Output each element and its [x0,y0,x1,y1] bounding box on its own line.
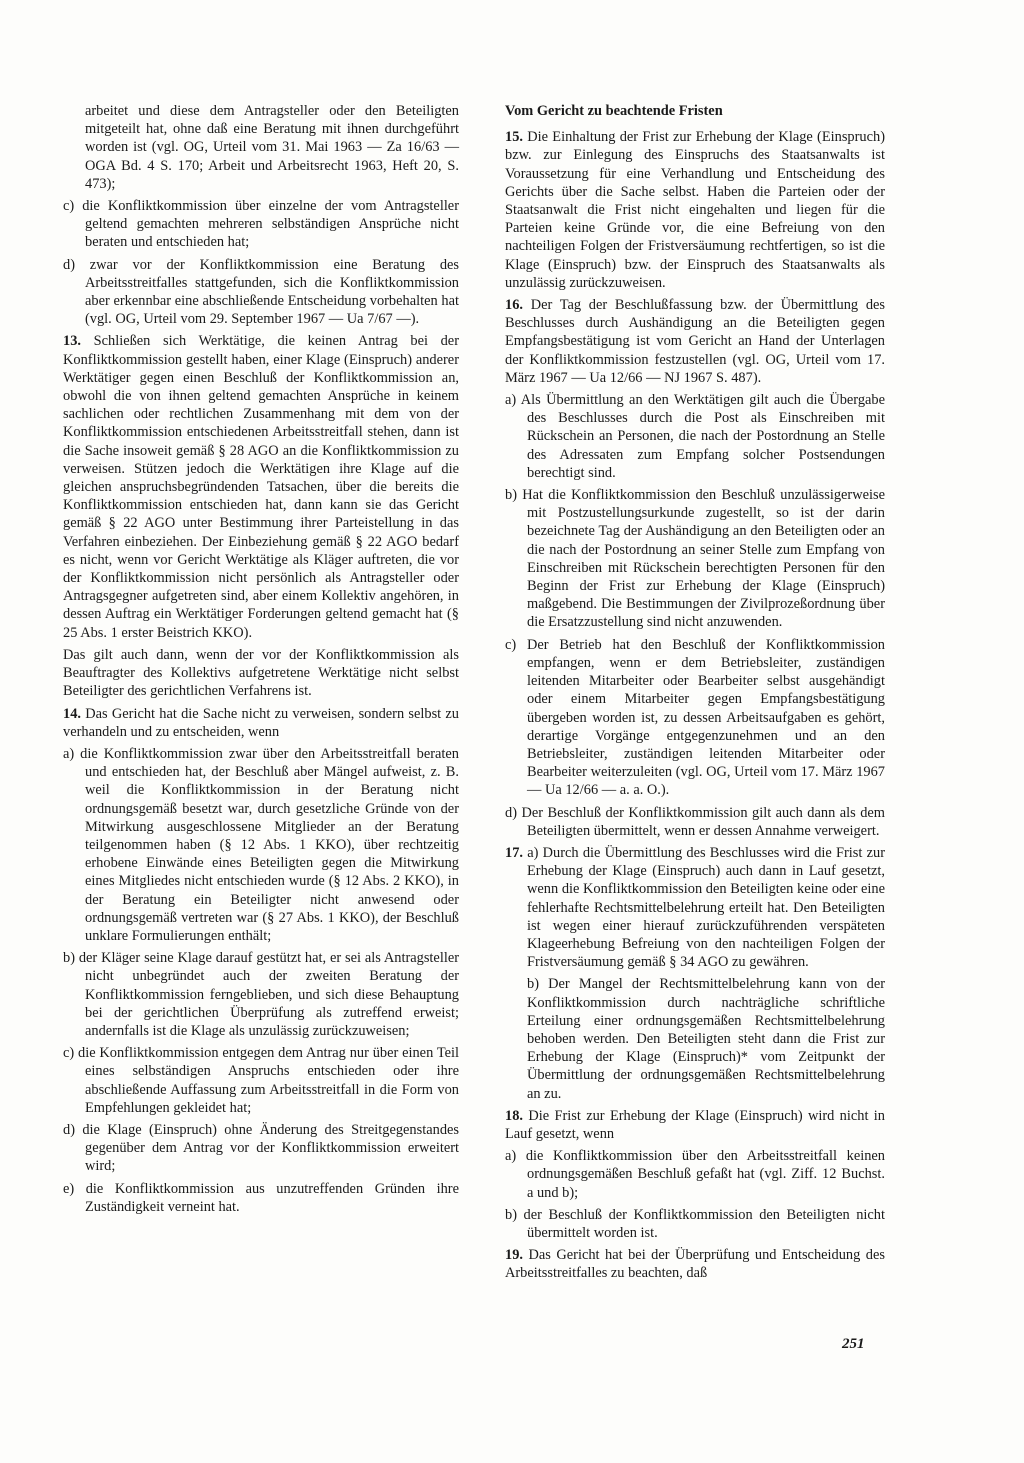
paragraph-number: 13. [63,333,81,350]
paragraph-text: b) Der Mangel der Rechtsmittelbelehrung kann von der Konfliktkommission durch nachträgliche schriftliche Erteilung einer ordnungsgemäßen Rechtsmittelbelehrung behoben werden. Den Beteiligten steht dann die Frist zur Erhebung der Klage (Einspruch)* vom Zeitpunkt der Übermittlung der ordnungsgemäßen Rechtsmittelbelehrung an zu. [527,976,885,1102]
paragraph-text: a) Durch die Übermittlung des Beschlusses wird die Frist zur Erhebung der Klage (Einspruch) auch dann in Lauf gesetzt, wenn die Konfliktkommission den Beteiligten keine oder eine fehlerhafte Rechtsmittelbelehrung erteilt hat. Den Beteiligten ist wegen einer hierauf zurückzuführenden verspäteten Klageerhebung Befreiung von den nachteiligen Folgen der Fristversäumung gemäß § 34 AGO zu gewähren. [523,844,885,971]
paragraph-text: arbeitet und diese dem Antragsteller oder den Beteiligten mitgeteilt hat, ohne daß eine Beratung mit ihnen durchgeführt worden ist (vgl. OG, Urteil vom 31. Mai 1963 — Za 16/63 — OGA Bd. 4 S. 170; Arbeit und Arbeitsrecht 1963, Heft 20, S. 473); [85,103,459,192]
paragraph [505,975,885,1102]
paragraph-text: Die Frist zur Erhebung der Klage (Einspruch) wird nicht in Lauf gesetzt, wenn [505,1107,885,1142]
paragraph-text: d) Der Beschluß der Konfliktkommission gilt auch dann als dem Beteiligten übermittelt, wenn er dessen Annahme verweigert. [505,804,885,839]
paragraph [505,391,885,482]
paragraph-number: 14. [63,705,81,722]
paragraph [63,256,459,329]
paragraph [505,804,885,840]
paragraph-text: Der Tag der Beschlußfassung bzw. der Übermittlung des Beschlusses durch Aushändigung an die Beteiligten gegen Empfangsbestätigung ist vom Gericht an Hand der Unterlagen der Konfliktkommission festzustellen (vgl. OG, Urteil vom 17. März 1967 — Ua 12/66 — NJ 1967 S. 487). [505,297,885,386]
page-number: 251 [842,1336,865,1352]
paragraph-text: b) der Beschluß der Konfliktkommission den Beteiligten nicht übermittelt worden ist. [505,1206,885,1241]
section-heading: Vom Gericht zu beachtende Fristen [505,103,723,119]
paragraph [63,646,459,701]
paragraph-text: c) Der Betrieb hat den Beschluß der Konfliktkommission empfangen, wenn er dem Betriebsleiter, zuständigen leitenden Mitarbeiter oder Bearbeiter selbst ausgehändigt oder einem Mitarbeiter gegen Empfangsbestätigung übergeben worden ist, zu dessen Arbeitsaufgaben es gehört, derartige Vorgänge entgegenzunehmen und an den Betriebsleiter, zuständigen leitenden Mitarbeiter oder Bearbeiter weiterzuleiten (vgl. OG, Urteil vom 17. März 1967 — Ua 12/66 — a. a. O.). [505,636,885,799]
paragraph [505,636,885,800]
paragraph [505,128,885,292]
paragraph-number: 19. [505,1247,523,1264]
paragraph-text: d) die Klage (Einspruch) ohne Änderung des Streitgegenstandes gegenüber dem Antrag vor der Konfliktkommission erweitert wird; [63,1121,459,1175]
paragraph-text: b) Hat die Konfliktkommission den Beschluß unzulässigerweise mit Postzustellungsurkunde zugestellt, so ist der darin bezeichnete Tag der Aushändigung an den Beteiligten oder an die nach der Postordnung an seiner Stelle zum Empfang von Einschreiben mit Rückschein berechtigten Personen für den Beginn der Frist zur Erhebung der Klage (Einspruch) maßgebend. Die Bestimmungen der Zivilprozeßordnung über die Ersatzzustellung sind nicht anzuwenden. [505,487,885,631]
paragraph-number: 16. [505,297,523,314]
paragraph-text: Das Gericht hat bei der Überprüfung und Entscheidung des Arbeitsstreitfalles zu beachten, daß [505,1247,885,1282]
paragraph [505,844,885,971]
paragraph [505,1147,885,1202]
left-column [63,102,459,1220]
paragraph [63,745,459,945]
paragraph-number: 17. [505,844,523,861]
paragraph-text: Das gilt auch dann, wenn der vor der Konfliktkommission als Beauftragter des Kollektivs aufgetretene Werktätige nicht selbst Beteiligter des gerichtlichen Verfahrens ist. [63,646,459,700]
paragraph [63,1180,459,1216]
paragraph [505,296,885,387]
paragraph-text: Die Einhaltung der Frist zur Erhebung der Klage (Einspruch) bzw. zur Einlegung des Einspruchs des Staatsanwalts ist Voraussetzung für eine Verhandlung und Entscheidung des Gerichts über die Sache selbst. Haben die Parteien oder der Staatsanwalt die Frist nicht eingehalten und liegen für die Parteien keine Gründe vor, die eine Befreiung von den nachteiligen Folgen der Fristversäumung rechtfertigen, so ist die Klage (Einspruch) bzw. der Einspruch des Staatsanwalts als unzulässig zurückzuweisen. [505,129,885,291]
paragraph [505,1206,885,1242]
paragraph [63,102,459,193]
paragraph [63,705,459,741]
paragraph-text: a) die Konfliktkommission über den Arbeitsstreitfall keinen ordnungsgemäßen Beschluß gefaßt hat (vgl. Ziff. 12 Buchst. a und b); [505,1148,885,1201]
paragraph [63,949,459,1040]
paragraph [505,486,885,632]
paragraph-number: 18. [505,1107,523,1124]
paragraph-text: b) der Kläger seine Klage darauf gestützt hat, er sei als Antragsteller nicht unbegründet auch der zweiten Beratung der Konfliktkommission ferngeblieben, und sich diese Behauptung bei der gerichtlichen Überprüfung als zutreffend erweist; andernfalls ist die Klage als unzulässig zurückzuweisen; [63,950,459,1039]
paragraph-text: Das Gericht hat die Sache nicht zu verweisen, sondern selbst zu verhandeln und zu entscheiden, wenn [63,705,459,740]
paragraph-text: d) zwar vor der Konfliktkommission eine Beratung des Arbeitsstreitfalles stattgefunden, sich die Konfliktkommission aber erkennbar eine abschließende Entscheidung vorbehalten hat (vgl. OG, Urteil vom 29. September 1967 — Ua 7/67 —). [63,256,459,328]
paragraph-number: 15. [505,129,523,146]
paragraph [505,1107,885,1143]
paragraph-text: a) die Konfliktkommission zwar über den Arbeitsstreitfall beraten und entschieden hat, der Beschluß aber Mängel aufweist, z. B. weil die Konfliktkommission in der Beratung nicht ordnungsgemäß besetzt war, durch gesetzliche Gründe von der Mitwirkung ausgeschlossene Mitglieder an der Beratung teilgenommen haben (§ 12 Abs. 1 KKO), über rechtzeitig erhobene Einwände eines Beteiligten gegen die Mitwirkung eines Mitgliedes nicht entschieden wurde (§ 12 Abs. 2 KKO), in der Beratung ein Beteiligter nicht anwesend oder ordnungsgemäß vertreten war (§ 27 Abs. 1 KKO), der Beschluß unklare Formulierungen enthält; [63,745,459,944]
paragraph [63,1044,459,1117]
paragraph-text: e) die Konfliktkommission aus unzutreffenden Gründen ihre Zuständigkeit verneint hat. [63,1180,459,1215]
right-column [505,102,885,1287]
paragraph [63,332,459,641]
paragraph-text: c) die Konfliktkommission entgegen dem Antrag nur über einen Teil eines selbständigen Anspruchs entschieden oder ihre abschließende Auffassung zum Arbeitsstreitfall in die Form von Empfehlungen gekleidet hat; [63,1045,459,1116]
paragraph [505,1246,885,1282]
paragraph-text: a) Als Übermittlung an den Werktätigen gilt auch die Übergabe des Beschlusses durch die Post als Einschreiben mit Rückschein an Personen, die nach der Postordnung an Stelle des Adressaten zum Empfang solcher Postsendungen berechtigt sind. [505,392,885,481]
paragraph-text: c) die Konfliktkommission über einzelne der vom Antragsteller geltend gemachten mehreren selbständigen Ansprüche nicht beraten und entschieden hat; [63,198,459,251]
paragraph-text: Schließen sich Werktätige, die keinen Antrag bei der Konfliktkommission gestellt haben, einer Klage (Einspruch) anderer Werktätiger gegen einen Beschluß der Konfliktkommission an, obwohl die von ihnen geltend gemachten Ansprüche in keinem sachlichen oder rechtlichen Zusammenhang mit dem von der Konfliktkommission entschiedenen Arbeitsstreitfall stehen, dann ist die Sache insoweit gemäß § 28 AGO an die Konfliktkommission zu verweisen. Stützen jedoch die Werktätigen ihre Klage auf die gleichen anspruchsbegründenden Tatsachen, über die bereits die Konfliktkommission entschieden hat, dann kann sie das Gericht gemäß § 22 AGO unter Bestimmung ihrer Parteistellung in das Verfahren einbeziehen. Der Einbeziehung gemäß § 22 AGO bedarf es nicht, wenn vor Gericht Werktätige als Kläger auftreten, die vor der Konfliktkommission nicht persönlich als Antragsteller oder Antragsgegner aufgetreten sind, aber einem Kollektiv angehören, in dessen Auftrag ein Werktätiger Forderungen geltend gemacht hat (§ 25 Abs. 1 erster Beistrich KKO). [63,333,459,641]
paragraph [63,197,459,252]
paragraph [63,1121,459,1176]
